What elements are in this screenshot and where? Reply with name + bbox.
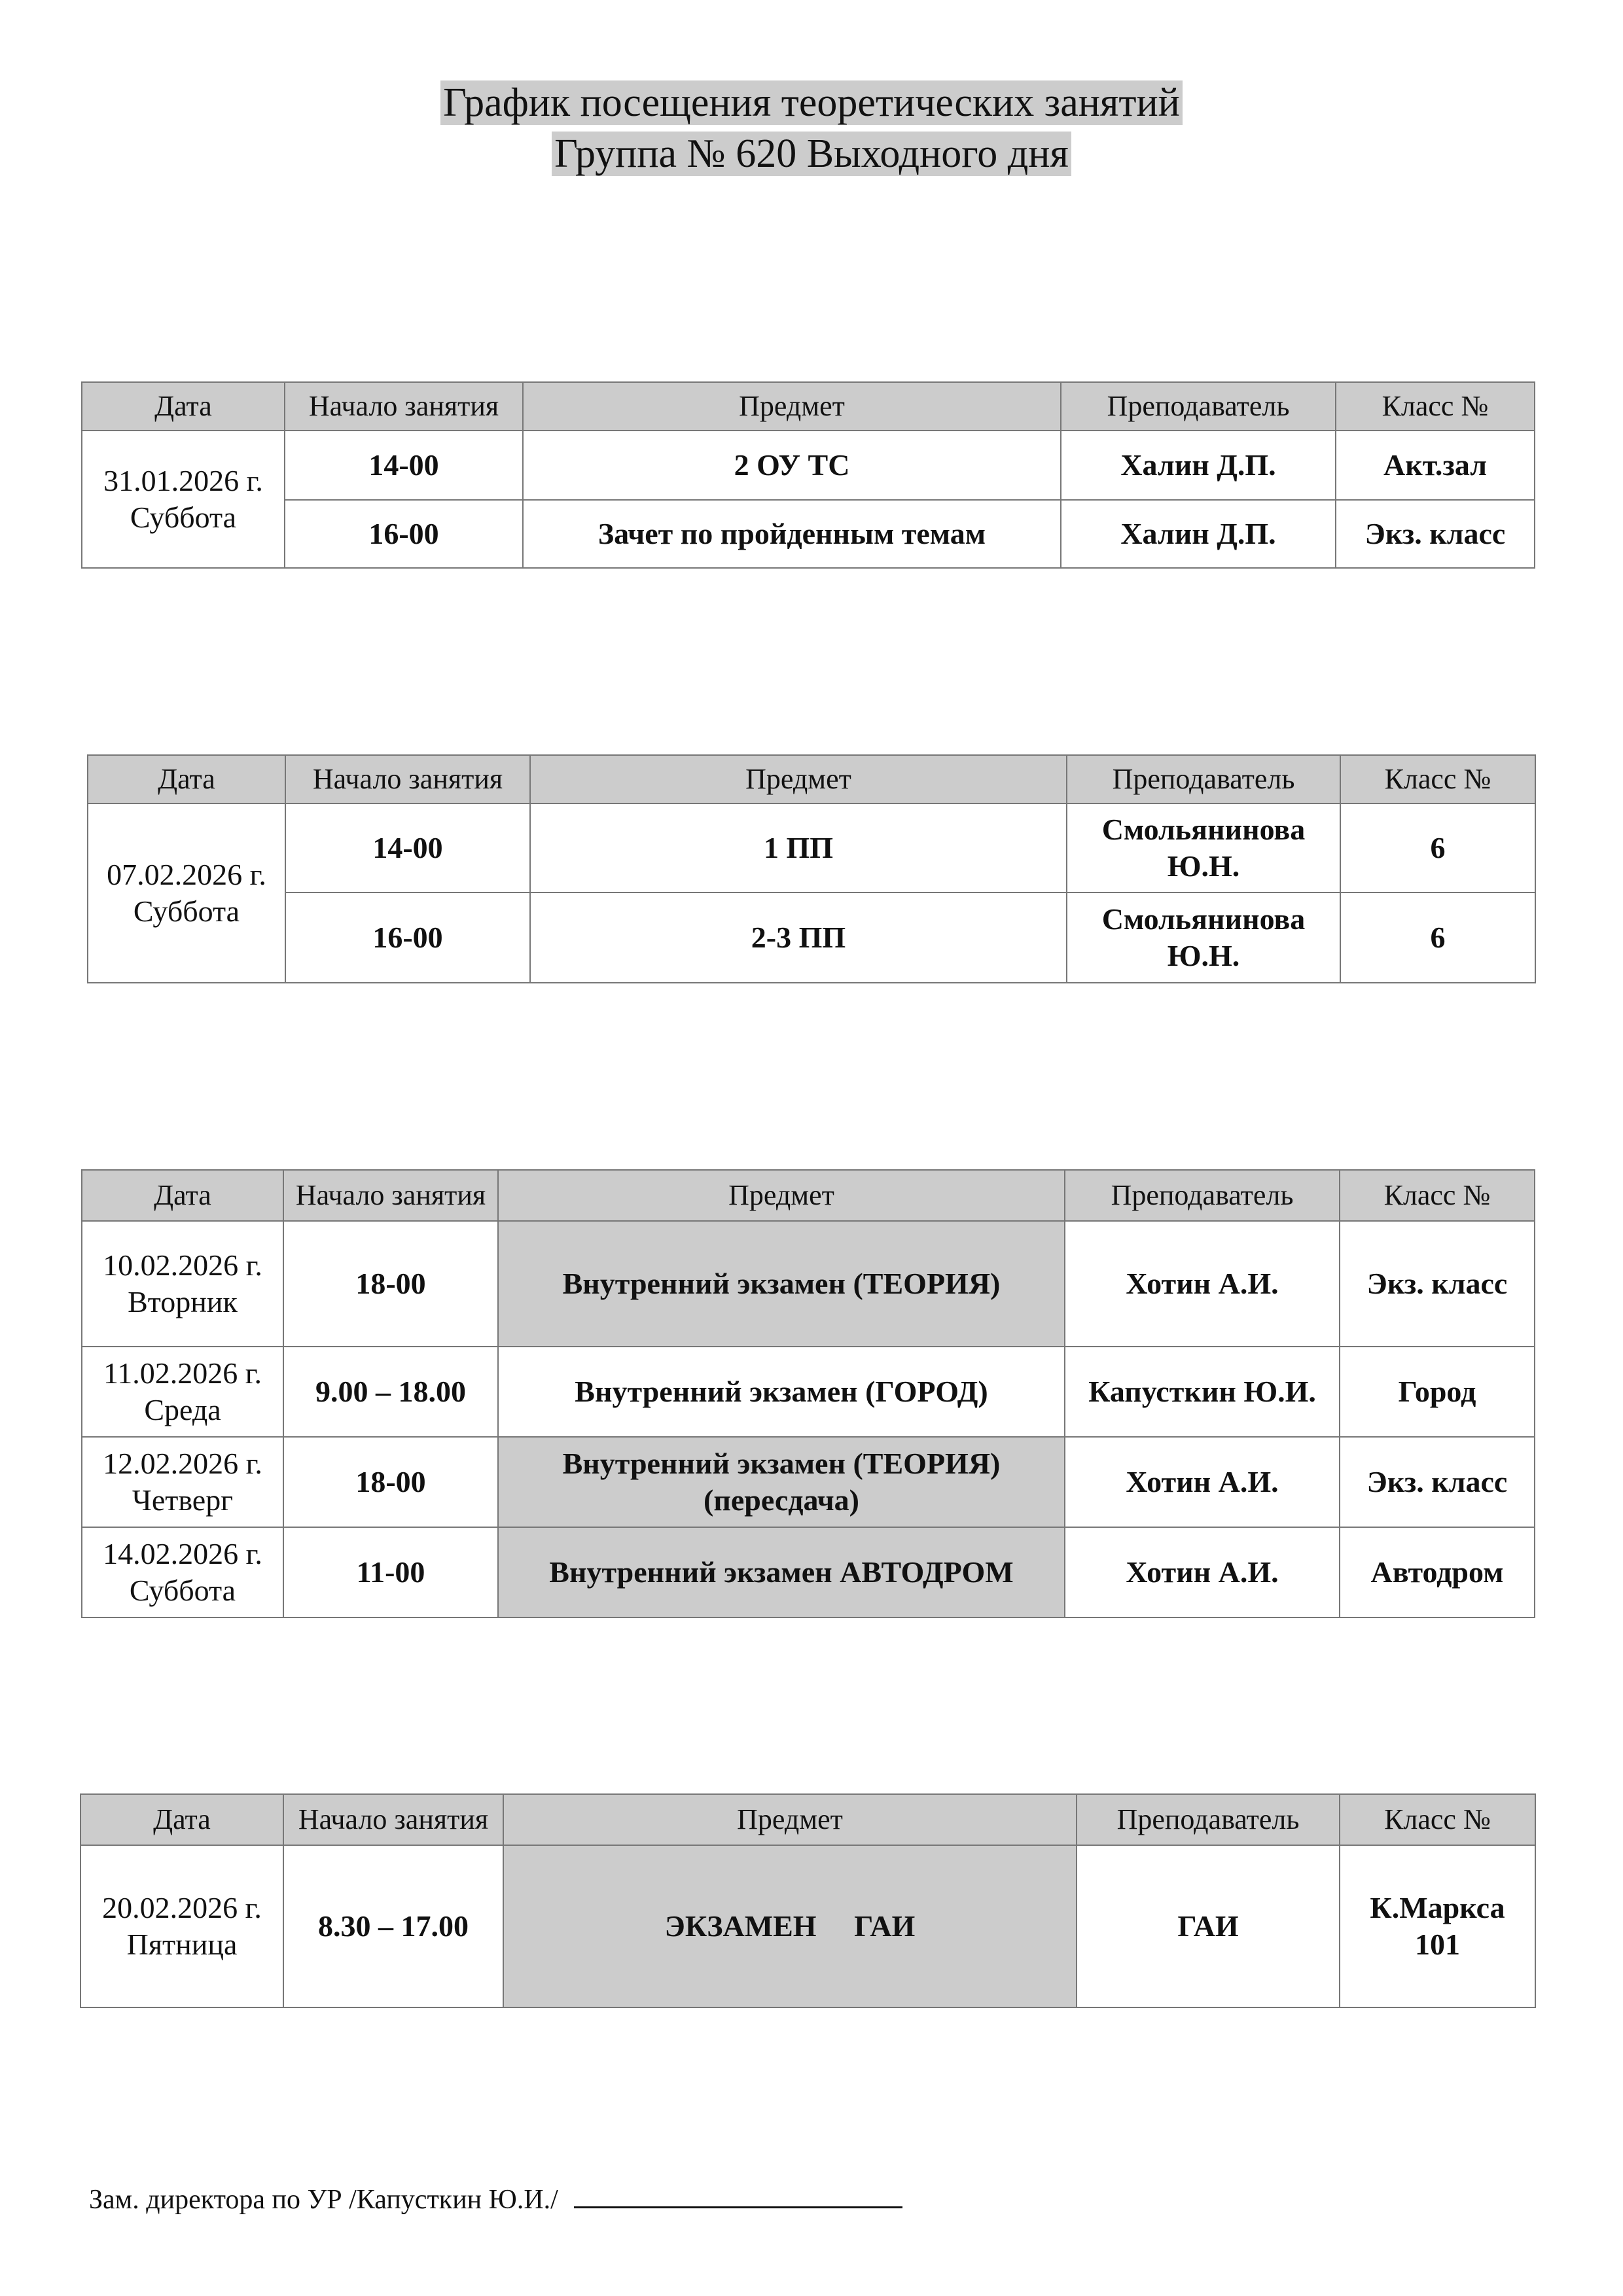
- header-date: Дата: [82, 1170, 283, 1221]
- header-room: Класс №: [1340, 755, 1535, 804]
- date-cell: 07.02.2026 г. Суббота: [88, 804, 285, 983]
- time-cell: 16-00: [285, 892, 530, 983]
- table-row: [82, 500, 1535, 568]
- subject-cell: Внутренний экзамен (ТЕОРИЯ) (пересдача): [498, 1437, 1065, 1527]
- table-row: [82, 1347, 1535, 1437]
- room-cell: К.Маркса 101: [1340, 1845, 1535, 2007]
- title-line-2: Группа № 620 Выходного дня: [552, 132, 1071, 176]
- subject-cell: Зачет по пройденным темам: [523, 500, 1061, 568]
- header-start-time: Начало занятия: [283, 1794, 503, 1845]
- schedule-table-4: [80, 1793, 1536, 2008]
- header-start-time: Начало занятия: [285, 755, 530, 804]
- header-date: Дата: [82, 382, 285, 431]
- header-date: Дата: [80, 1794, 283, 1845]
- date-cell: 12.02.2026 г. Четверг: [82, 1437, 283, 1527]
- subject-cell: ЭКЗАМЕН ГАИ: [503, 1845, 1077, 2007]
- time-cell: 11-00: [283, 1527, 498, 1617]
- document-title: [0, 77, 1623, 179]
- header-teacher: Преподаватель: [1077, 1794, 1340, 1845]
- subject-cell: 2 ОУ ТС: [523, 431, 1061, 500]
- schedule-table-1: [81, 381, 1535, 569]
- teacher-cell: Халин Д.П.: [1061, 431, 1336, 500]
- table-row: [88, 804, 1535, 892]
- table-row: [82, 1527, 1535, 1617]
- date-cell: 14.02.2026 г. Суббота: [82, 1527, 283, 1617]
- teacher-cell: Хотин А.И.: [1065, 1221, 1340, 1347]
- time-cell: 14-00: [285, 431, 523, 500]
- teacher-cell: Капусткин Ю.И.: [1065, 1347, 1340, 1437]
- signature-blank: [574, 2183, 902, 2208]
- room-cell: Экз. класс: [1340, 1437, 1535, 1527]
- teacher-cell: ГАИ: [1077, 1845, 1340, 2007]
- teacher-cell: Смольянинова Ю.Н.: [1067, 804, 1340, 892]
- signature-text: Зам. директора по УР /Капусткин Ю.И./: [89, 2185, 558, 2215]
- teacher-cell: Халин Д.П.: [1061, 500, 1336, 568]
- table-row: [88, 892, 1535, 983]
- schedule-table-3: [81, 1169, 1535, 1618]
- time-cell: 18-00: [283, 1437, 498, 1527]
- room-cell: Экз. класс: [1340, 1221, 1535, 1347]
- table-row: [80, 1845, 1535, 2007]
- time-cell: 8.30 – 17.00: [283, 1845, 503, 2007]
- header-date: Дата: [88, 755, 285, 804]
- room-cell: Автодром: [1340, 1527, 1535, 1617]
- date-cell: 10.02.2026 г. Вторник: [82, 1221, 283, 1347]
- time-cell: 18-00: [283, 1221, 498, 1347]
- header-subject: Предмет: [523, 382, 1061, 431]
- date-cell: 11.02.2026 г. Среда: [82, 1347, 283, 1437]
- header-subject: Предмет: [530, 755, 1067, 804]
- time-cell: 16-00: [285, 500, 523, 568]
- room-cell: Акт.зал: [1336, 431, 1535, 500]
- subject-cell: 1 ПП: [530, 804, 1067, 892]
- subject-cell: Внутренний экзамен (ГОРОД): [498, 1347, 1065, 1437]
- teacher-cell: Хотин А.И.: [1065, 1527, 1340, 1617]
- time-cell: 14-00: [285, 804, 530, 892]
- header-teacher: Преподаватель: [1067, 755, 1340, 804]
- header-subject: Предмет: [498, 1170, 1065, 1221]
- time-cell: 9.00 – 18.00: [283, 1347, 498, 1437]
- room-cell: 6: [1340, 804, 1535, 892]
- table-row: [82, 431, 1535, 500]
- title-line-1: График посещения теоретических занятий: [440, 80, 1183, 125]
- room-cell: Город: [1340, 1347, 1535, 1437]
- header-start-time: Начало занятия: [285, 382, 523, 431]
- room-cell: Экз. класс: [1336, 500, 1535, 568]
- header-subject: Предмет: [503, 1794, 1077, 1845]
- header-room: Класс №: [1340, 1794, 1535, 1845]
- date-cell: 20.02.2026 г. Пятница: [80, 1845, 283, 2007]
- subject-cell: 2-3 ПП: [530, 892, 1067, 983]
- teacher-cell: Хотин А.И.: [1065, 1437, 1340, 1527]
- subject-cell: Внутренний экзамен АВТОДРОМ: [498, 1527, 1065, 1617]
- date-cell: 31.01.2026 г. Суббота: [82, 431, 285, 568]
- table-row: [82, 1221, 1535, 1347]
- signature-line: [89, 2183, 902, 2216]
- room-cell: 6: [1340, 892, 1535, 983]
- subject-cell: Внутренний экзамен (ТЕОРИЯ): [498, 1221, 1065, 1347]
- header-teacher: Преподаватель: [1061, 382, 1336, 431]
- header-start-time: Начало занятия: [283, 1170, 498, 1221]
- header-room: Класс №: [1336, 382, 1535, 431]
- header-room: Класс №: [1340, 1170, 1535, 1221]
- table-row: [82, 1437, 1535, 1527]
- header-teacher: Преподаватель: [1065, 1170, 1340, 1221]
- teacher-cell: Смольянинова Ю.Н.: [1067, 892, 1340, 983]
- schedule-table-2: [87, 754, 1536, 983]
